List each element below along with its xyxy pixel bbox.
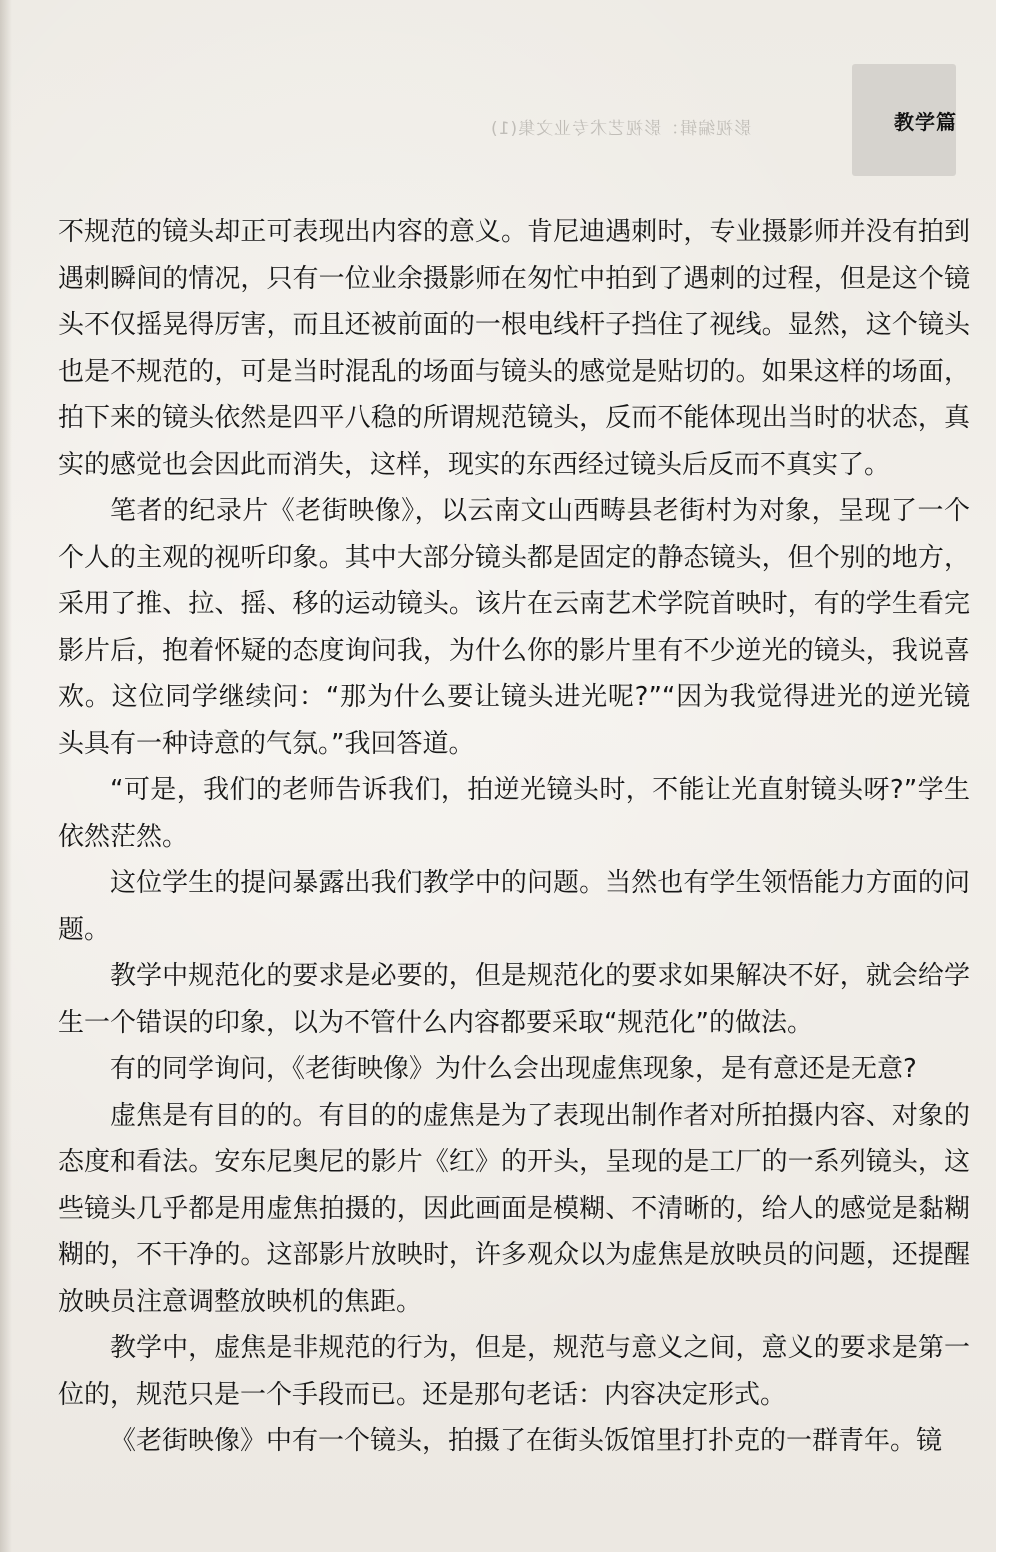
scan-margin <box>996 0 1024 1552</box>
paragraph: 《老街映像》中有一个镜头，拍摄了在街头饭馆里打扑克的一群青年。镜 <box>110 1426 943 1456</box>
paragraph: 教学中，虚焦是非规范的行为，但是，规范与意义之间，意义的要求是第一位的，规范只是一个手段而已。还是那句老话：内容决定形式。 <box>58 1333 970 1410</box>
paragraph: 教学中规范化的要求是必要的，但是规范化的要求如果解决不好，就会给学生一个错误的印象，以为不管什么内容都要采取“规范化”的做法。 <box>58 961 970 1038</box>
paragraph: 这位学生的提问暴露出我们教学中的问题。当然也有学生领悟能力方面的问题。 <box>58 868 970 945</box>
paragraph: 不规范的镜头却正可表现出内容的意义。肯尼迪遇刺时，专业摄影师并没有拍到遇刺瞬间的情况，只有一位业余摄影师在匆忙中拍到了遇刺的过程，但是这个镜头不仅摇晃得厉害，而且还被前面的一根电线杆子挡住了视线。显然，这个镜头也是不规范的，可是当时混乱的场面与镜头的感觉是贴切的。如果这样的场面，拍下来的镜头依然是四平八稳的所谓规范镜头，反而不能体现出当时的状态，真实的感觉也会因此而消失，这样，现实的东西经过镜头后反而不真实了。 <box>58 217 970 480</box>
paragraph: 笔者的纪录片《老街映像》，以云南文山西畴县老街村为对象，呈现了一个个人的主观的视听印象。其中大部分镜头都是固定的静态镜头，但个别的地方，采用了推、拉、摇、移的运动镜头。该片在云南艺术学院首映时，有的学生看完影片后，抱着怀疑的态度询问我，为什么你的影片里有不少逆光的镜头，我说喜欢。这位同学继续问：“那为什么要让镜头进光呢?”“因为我觉得进光的逆光镜头具有一种诗意的气氛。”我回答道。 <box>58 496 970 759</box>
paragraph: “可是，我们的老师告诉我们，拍逆光镜头时，不能让光直射镜头呀?”学生依然茫然。 <box>58 775 970 852</box>
bleed-through-header: 影视编辑：影视艺术专业文集(1) <box>490 119 752 139</box>
paragraph: 虚焦是有目的的。有目的的虚焦是为了表现出制作者对所拍摄内容、对象的态度和看法。安东尼奥尼的影片《红》的开头，呈现的是工厂的一系列镜头，这些镜头几乎都是用虚焦拍摄的，因此画面是模糊、不清晰的，给人的感觉是黏糊糊的，不干净的。这部影片放映时，许多观众以为虚焦是放映员的问题，还提醒放映员注意调整放映机的焦距。 <box>58 1100 970 1317</box>
body-text <box>58 209 970 1465</box>
paragraph: 有的同学询问，《老街映像》为什么会出现虚焦现象，是有意还是无意? <box>110 1054 917 1084</box>
page-gutter-shadow <box>0 0 12 1552</box>
section-label: 教学篇 <box>894 110 957 134</box>
